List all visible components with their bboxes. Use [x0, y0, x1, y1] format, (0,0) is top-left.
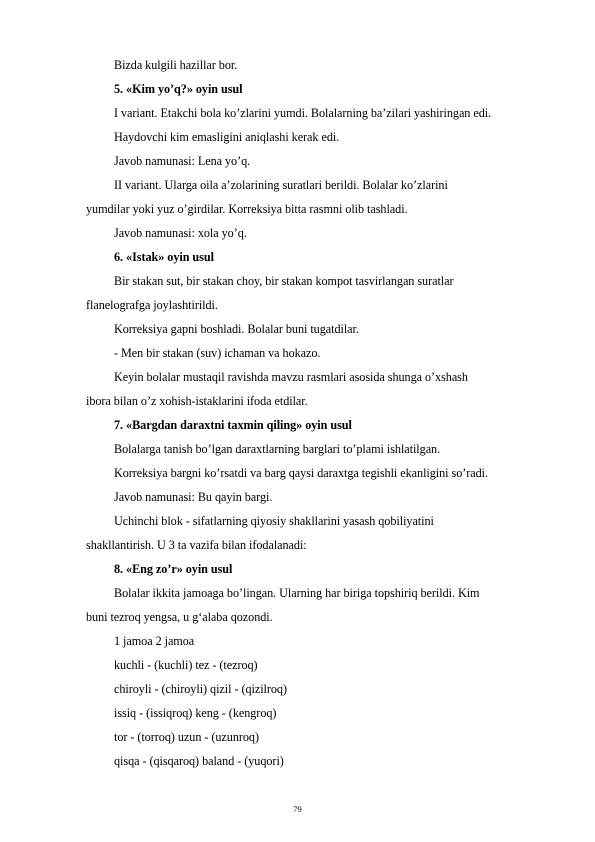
text-line: Keyin bolalar mustaqil ravishda mavzu rasmlari asosida shunga o’xshash: [114, 370, 468, 384]
text-line: Korreksiya bargni ko’rsatdi va barg qaysi daraxtga tegishli ekanligini so’radi.: [114, 466, 488, 480]
text-line: Bir stakan sut, bir stakan choy, bir stakan kompot tasvirlangan suratlar: [114, 274, 454, 288]
section-heading: 5. «Kim yo’q?» oyin usul: [114, 82, 243, 96]
text-line: 1 jamoa 2 jamoa: [114, 634, 195, 648]
text-line: flanelografga joylashtirildi.: [86, 298, 218, 312]
section-heading: 7. «Bargdan daraxtni taxmin qiling» oyin usul: [114, 418, 352, 432]
text-line: Javob namunasi: Bu qayin bargi.: [114, 490, 273, 504]
text-line: buni tezroq yengsa, u g‘alaba qozondi.: [86, 610, 273, 624]
section-heading: 6. «Istak» oyin usul: [114, 250, 214, 264]
text-line: - Men bir stakan (suv) ichaman va hokazo.: [114, 346, 321, 360]
text-line: kuchli - (kuchli) tez - (tezroq): [114, 658, 258, 672]
text-line: yumdilar yoki yuz o’girdilar. Korreksiya bitta rasmni olib tashladi.: [86, 202, 408, 216]
text-line: Javob namunasi: xola yo’q.: [114, 226, 247, 240]
text-line: ibora bilan o’z xohish-istaklarini ifoda etdilar.: [86, 394, 308, 408]
page-number: 79: [293, 804, 302, 814]
text-line: shakllantirish. U 3 ta vazifa bilan ifodalanadi:: [86, 538, 307, 552]
text-line: Korreksiya gapni boshladi. Bolalar buni tugatdilar.: [114, 322, 359, 336]
text-line: Bolalar ikkita jamoaga bo’lingan. Ularning har biriga topshiriq berildi. Kim: [114, 586, 480, 600]
text-line: qisqa - (qisqaroq) baland - (yuqori): [114, 754, 284, 768]
text-line: Uchinchi blok - sifatlarning qiyosiy shakllarini yasash qobiliyatini: [114, 514, 434, 528]
section-heading: 8. «Eng zo’r» oyin usul: [114, 562, 233, 576]
text-line: II variant. Ularga oila a’zolarining suratlari berildi. Bolalar ko’zlarini: [114, 178, 448, 192]
text-line: Javob namunasi: Lena yo’q.: [114, 154, 251, 168]
text-line: tor - (torroq) uzun - (uzunroq): [114, 730, 259, 744]
text-line: Bolalarga tanish bo’lgan daraxtlarning barglari to’plami ishlatilgan.: [114, 442, 441, 456]
text-line: Haydovchi kim emasligini aniqlashi kerak edi.: [114, 130, 340, 144]
text-line: chiroyli - (chiroyli) qizil - (qizilroq): [114, 682, 287, 696]
text-line: issiq - (issiqroq) keng - (kengroq): [114, 706, 277, 720]
text-line: Bizda kulgili hazillar bor.: [114, 58, 238, 72]
text-line: I variant. Etakchi bola ko’zlarini yumdi. Bolalarning ba’zilari yashiringan edi.: [114, 106, 492, 120]
